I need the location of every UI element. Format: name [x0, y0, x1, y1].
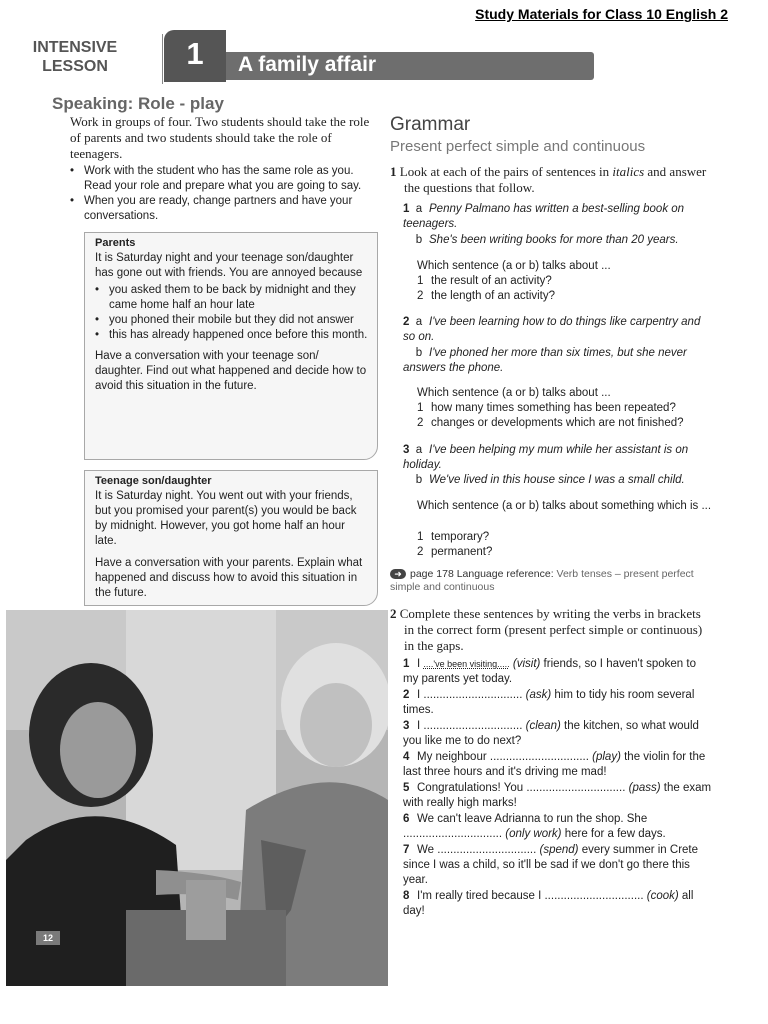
parents-role-bullets — [95, 283, 369, 343]
sentence-pair-1-a: 1 a Penny Palmano has written a best-selling book on teenagers. — [403, 203, 685, 230]
parents-role-card — [84, 232, 378, 460]
sentence-text: the kitchen, so what would you like me to do next? — [403, 720, 699, 747]
sentence-b: She's been writing books for more than 20 years. — [429, 234, 679, 246]
sentence-text: every summer in Crete since I was a child, so it'll be sad if we don't go there this year. — [403, 844, 699, 886]
pair-number: 2 — [403, 316, 410, 328]
teen-role-intro: It is Saturday night. You went out with your friends, but you promised your parent(s) you would be back by midnight. However, you got home half an hour late. — [95, 490, 357, 547]
verb-prompt: (cook) — [646, 890, 679, 902]
pair-2-answer-2: 2 changes or developments which are not finished? — [417, 417, 684, 429]
pair-3-answer-2: 2 permanent? — [417, 546, 493, 558]
parents-role-intro: It is Saturday night and your teenage son/daughter has gone out with friends. You are annoyed because — [95, 252, 363, 279]
speaking-bullet: • When you are ready, change partners and have your conversations. — [70, 194, 376, 224]
sentence-text: Congratulations! You — [417, 782, 527, 794]
parents-bullet: • you asked them to be back by midnight and they came home half an hour late — [95, 283, 369, 313]
pair-2-question: Which sentence (a or b) talks about ... — [417, 387, 611, 399]
verb-prompt: (pass) — [628, 782, 661, 794]
exercise-number: 2 — [390, 606, 397, 621]
parents-bullet: • this has already happened once before this month. — [95, 328, 369, 343]
arrow-right-icon: ➜ — [390, 569, 406, 579]
language-reference-link[interactable] — [390, 568, 710, 594]
gap-sentence-5 — [403, 781, 713, 811]
item-number: 6 — [403, 813, 410, 825]
item-number: 1 — [403, 658, 410, 670]
reference-topic: Verb tenses – present perfect simple and continuous — [390, 568, 694, 593]
sentence-text: here for a few days. — [561, 828, 666, 840]
reference-prefix: page 178 Language reference: — [410, 568, 554, 580]
gap-sentence-7 — [403, 843, 713, 888]
instruction-text: Look at each of the pairs of sentences in — [399, 164, 613, 179]
gap-sentence-3 — [403, 719, 713, 749]
sentence-text: him to tidy his room several times. — [403, 689, 695, 716]
gap-sentence-8 — [403, 889, 713, 919]
sentence-text: the exam with really high marks! — [403, 782, 712, 809]
gap-sentence-1 — [403, 657, 713, 687]
gap-sentence-6 — [403, 812, 713, 842]
sentence-a: Penny Palmano has written a best-selling book on teenagers. — [403, 203, 685, 230]
item-number: 7 — [403, 844, 410, 856]
document-header-title: Study Materials for Class 10 English 2 — [475, 6, 728, 22]
answer-gap[interactable]: ............................... — [437, 844, 537, 856]
lesson-type-line2: LESSON — [42, 58, 108, 75]
sentence-text: I'm really tired because I — [417, 890, 545, 902]
sentence-text: the violin for the last three hours and it's driving me mad! — [403, 751, 706, 778]
parents-bullet: • you phoned their mobile but they did not answer — [95, 313, 369, 328]
answer-text: temporary? — [431, 531, 490, 543]
gap-sentence-2 — [403, 688, 713, 718]
parents-role-task: Have a conversation with your teenage son/ daughter. Find out what happened and decide how to avoid this situation in the future. — [95, 350, 367, 392]
photo-illustration — [6, 610, 388, 986]
answer-gap[interactable]: ............................... — [544, 890, 644, 902]
unit-number: 1 — [186, 36, 204, 71]
verb-prompt: (spend) — [539, 844, 579, 856]
sentence-b: We've lived in this house since I was a small child. — [429, 474, 685, 486]
parents-role-title: Parents — [95, 237, 136, 249]
pair-1-answer-2: 2 the length of an activity? — [417, 290, 556, 302]
exercise-2-instruction — [390, 606, 710, 654]
example-answer-text: 've been visiting — [433, 659, 498, 669]
mother-daughter-photo — [6, 610, 388, 986]
sentence-a: I've been learning how to do things like carpentry and so on. — [403, 316, 701, 343]
sentence-pair-3-b: b We've lived in this house since I was a small child. — [403, 474, 685, 486]
speaking-heading: Speaking: Role - play — [52, 94, 224, 113]
verb-prompt: (play) — [592, 751, 621, 763]
exercise-1-instruction — [390, 164, 710, 196]
item-number: 2 — [403, 689, 410, 701]
item-number: 5 — [403, 782, 410, 794]
pair-2-answer-1: 1 how many times something has been repeated? — [417, 402, 676, 414]
sentence-text: My neighbour — [417, 751, 490, 763]
sentence-text: We — [417, 844, 438, 856]
verb-prompt: (ask) — [525, 689, 552, 701]
speaking-bullet: • Work with the student who has the same role as you. Read your role and prepare what you are going to say. — [70, 164, 376, 194]
sentence-pair-1-b: b She's been writing books for more than 20 years. — [403, 234, 679, 246]
answer-gap[interactable]: ............................... — [423, 720, 523, 732]
speaking-instructions — [70, 164, 376, 224]
item-number: 3 — [403, 720, 410, 732]
pair-1-question: Which sentence (a or b) talks about ... — [417, 260, 611, 272]
answer-gap[interactable]: ............................... — [423, 689, 523, 701]
banner-divider — [162, 34, 163, 84]
sentence-pair-3-a: 3 a I've been helping my mum while her assistant is on holiday. — [403, 444, 689, 471]
answer-text: changes or developments which are not finished? — [431, 417, 684, 429]
sentence-b: I've phoned her more than six times, but she never answers the phone. — [403, 347, 687, 374]
verb-prompt: (only work) — [505, 828, 562, 840]
instruction-text: and answer the questions that follow. — [404, 164, 707, 195]
exercise-number: 1 — [390, 164, 397, 179]
teen-role-card — [84, 470, 378, 606]
lesson-type-label — [24, 38, 126, 76]
verb-prompt: (clean) — [525, 720, 561, 732]
grammar-subheading: Present perfect simple and continuous — [390, 138, 646, 155]
pair-3-answer-1: 1 temporary? — [417, 531, 490, 543]
lesson-type-line1: INTENSIVE — [32, 39, 118, 56]
sentence-text: friends, so I haven't spoken to my parents yet today. — [403, 658, 696, 685]
example-answer: ....'ve been visiting..... — [423, 659, 510, 669]
answer-text: permanent? — [431, 546, 493, 558]
sentence-text: We can't leave Adrianna to run the shop. She — [417, 813, 648, 825]
teen-role-task: Have a conversation with your parents. Explain what happened and discuss how to avoid this situation in the future. — [95, 557, 363, 599]
sentence-text: I — [417, 689, 424, 701]
pair-number: 3 — [403, 444, 410, 456]
unit-title: A family affair — [238, 53, 377, 76]
answer-text: the result of an activity? — [431, 275, 552, 287]
sentence-pair-2-b: b I've phoned her more than six times, but she never answers the phone. — [403, 347, 687, 374]
sentence-text: I — [417, 658, 424, 670]
instruction-text: Complete these sentences by writing the verbs in brackets in the correct form (present perfect simple or continuous) in the gaps. — [399, 606, 703, 653]
pair-1-answer-1: 1 the result of an activity? — [417, 275, 552, 287]
answer-gap[interactable]: ............................... — [526, 782, 626, 794]
item-number: 4 — [403, 751, 410, 763]
sentence-text: all day! — [403, 890, 694, 917]
instruction-italic: italics — [612, 164, 645, 179]
answer-text: how many times something has been repeated? — [431, 402, 676, 414]
grammar-heading: Grammar — [390, 114, 471, 135]
sentence-a: I've been helping my mum while her assistant is on holiday. — [403, 444, 689, 471]
verb-prompt: (visit) — [512, 658, 541, 670]
page-number: 12 — [36, 931, 60, 945]
pair-number: 1 — [403, 203, 410, 215]
sentence-pair-2-a: 2 a I've been learning how to do things like carpentry and so on. — [403, 316, 701, 343]
teen-role-title: Teenage son/daughter — [95, 475, 212, 487]
speaking-intro: Work in groups of four. Two students should take the role of parents and two students should take the role of teenagers. — [70, 114, 370, 161]
pair-3-question: Which sentence (a or b) talks about something which is ... — [417, 500, 712, 512]
answer-gap[interactable]: ............................... — [489, 751, 589, 763]
answer-gap[interactable]: ............................... — [403, 828, 503, 840]
item-number: 8 — [403, 890, 410, 902]
sentence-text: I — [417, 720, 424, 732]
answer-text: the length of an activity? — [431, 290, 556, 302]
gap-sentence-4 — [403, 750, 713, 780]
